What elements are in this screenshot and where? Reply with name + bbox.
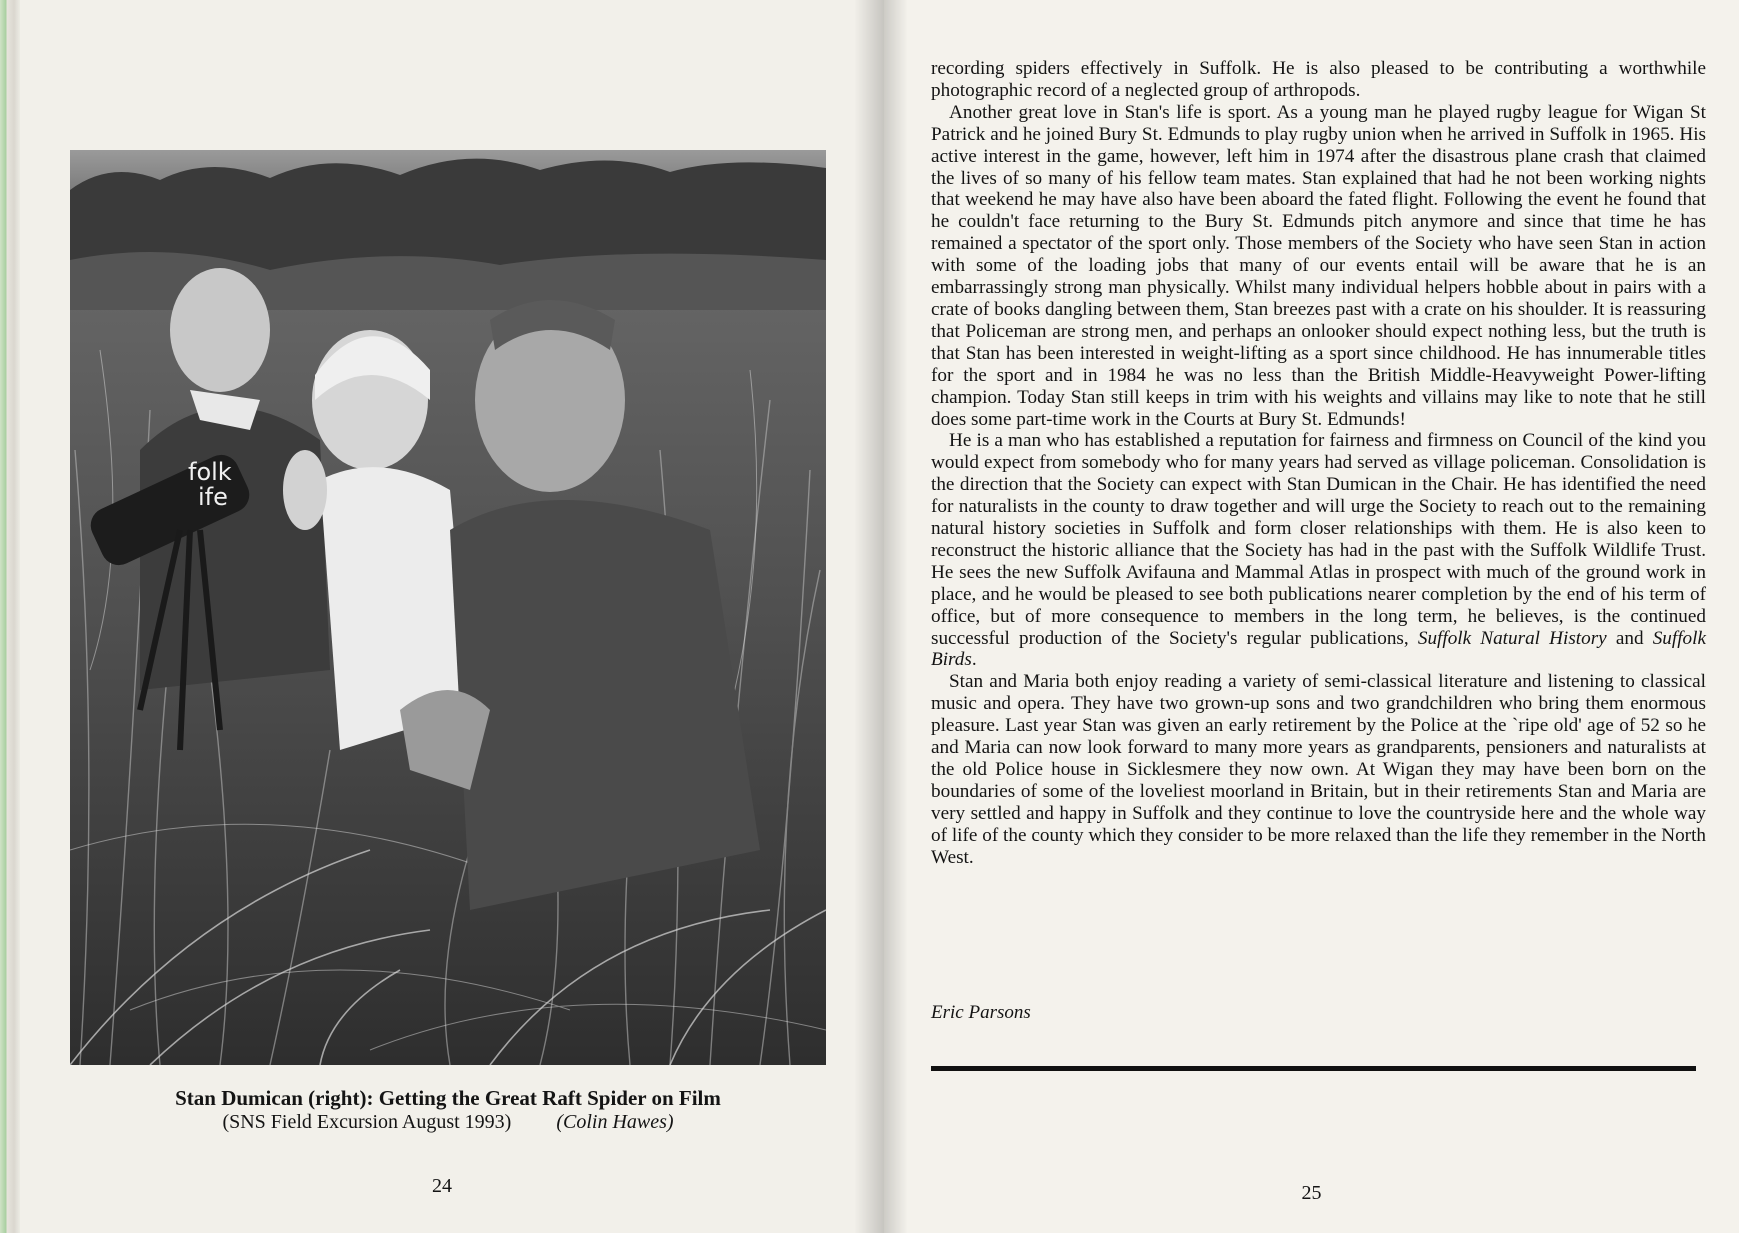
photograph-icon xyxy=(70,150,826,1065)
publication-conjunction: and xyxy=(1606,627,1653,649)
page-edges xyxy=(0,0,20,1233)
publication-title-2: Suffolk Birds xyxy=(931,627,1706,671)
paragraph-3 xyxy=(931,430,1706,671)
right-page xyxy=(884,0,1739,1233)
author-signature: Eric Parsons xyxy=(931,1002,1031,1023)
sweatshirt-text-1: folk xyxy=(188,458,232,486)
gutter-shadow xyxy=(854,0,884,1233)
paragraph-1: recording spiders effectively in Suffolk. He is also pleased to be contributing a worthwhile photographic record of a neglected group of arthropods. xyxy=(931,58,1706,101)
publication-title-1: Suffolk Natural History xyxy=(1417,627,1607,649)
paragraph-3-text: He is a man who has established a reputation for fairness and firmness on Council of the kind you would expect from somebody who for many years had served as village policeman. Consolidation is the direction that the Society can expect with Stan Dumican in the Chair. He has identified the need for naturalists in the county to draw together and will urge the Society to reach out to the remaining natural history societies in Suffolk and form closer relationships with them. He is also keen to reconstruct the historic alliance that the Society has had in the past with the Suffolk Wildlife Trust. He sees the new Suffolk Avifauna and Mammal Atlas in prospect with much of the ground work in place, and he would be pleased to see both publications nearer completion by the end of his term of office, but of more consequence to members in the long term, he believes, is the continued successful production of the Society's regular publications, xyxy=(931,430,1706,649)
publication-end: . xyxy=(971,649,977,671)
sweatshirt-text-2: ife xyxy=(198,483,228,511)
photo-credit: (Colin Hawes) xyxy=(556,1111,674,1133)
gutter-shadow-right xyxy=(884,0,908,1233)
section-rule xyxy=(931,1066,1696,1071)
photo-caption-subtitle xyxy=(70,1111,826,1134)
photo-caption-title: Stan Dumican (right): Getting the Great Raft Spider on Film xyxy=(175,1086,721,1110)
field-photo-illustration xyxy=(70,150,826,1065)
article-body xyxy=(931,58,1706,869)
caption-event: (SNS Field Excursion August 1993) xyxy=(222,1111,512,1133)
page-number-left: 24 xyxy=(432,1175,452,1197)
paragraph-4: Stan and Maria both enjoy reading a variety of semi-classical literature and listening to classical music and opera. They have two grown-up sons and two grandchildren who bring them enormous pleasure. Last year Stan was given an early retirement by the Police at the `ripe old' age of 52 so he and Maria can now look forward to many more years as grandparents, pensioners and naturalists at the old Police house in Sicklesmere they now own. At Wigan they may have been born on the boundaries of some of the loveliest moorland in Britain, but in their retirements Stan and Maria are very settled and happy in Suffolk and they continue to love the countryside here and the whole way of life of the county which they consider to be more relaxed than the life they remember in the North West. xyxy=(931,671,1706,868)
page-number-right: 25 xyxy=(1301,1182,1322,1204)
paragraph-2: Another great love in Stan's life is sport. As a young man he played rugby league for Wigan St Patrick and he joined Bury St. Edmunds to play rugby union when he arrived in Suffolk in 1965. His active interest in the game, however, left him in 1974 after the disastrous plane crash that claimed the lives of so many of his fellow team mates. Stan explained that had he not been working nights that weekend he may have also have been aboard the fated flight. Following the event he found that he couldn't face returning to the Bury St. Edmunds pitch anymore and since that time he has remained a spectator of the sport only. Those members of the Society who have seen Stan in action with some of the loading jobs that many of our events entail will be aware that he is an embarrassingly strong man physically. Whilst many individual helpers hobble about in pairs with a crate of books dangling between them, Stan breezes past with a crate on his shoulder. It is reassuring that Policeman are strong men, and perhaps an onlooker should expect nothing less, but the truth is that Stan has been interested in weight-lifting as a sport since childhood. He has innumerable titles for the sport and in 1984 he was no less than the British Middle-Heavyweight Power-lifting champion. Today Stan still keeps in trim with his weights and villains may like to note that he still does some part-time work in the Courts at Bury St. Edmunds! xyxy=(931,101,1706,430)
